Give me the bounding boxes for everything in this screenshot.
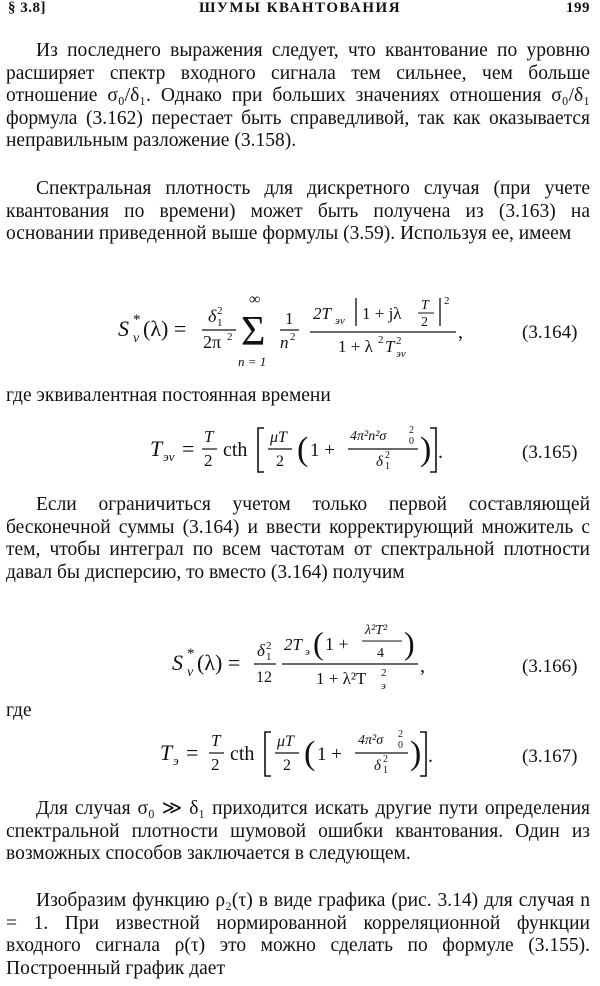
eq164-sum-bottom: n = 1 — [238, 354, 267, 369]
formula-3-166 — [0, 612, 600, 698]
paragraph-6: Для случая σ₀ ≫ δ₁ приходится искать другие пути определения спектральной плотности шумовой ошибки квантования. Один из возможных способов заключается в следующем. — [6, 798, 590, 865]
paragraph-3: где эквивалентная постоянная времени — [6, 385, 331, 406]
eq167-inner-num-sub: 0 — [398, 740, 403, 751]
eq165-lhs: T — [150, 436, 163, 461]
eq164-frac-den: n — [280, 333, 289, 352]
eq164-main-num-sup: 2 — [444, 295, 450, 307]
eq164-lhs-arg: (λ) = — [143, 316, 187, 341]
eq164-main-num-abs: 1 + jλ — [362, 304, 402, 323]
eq165-inner-den-sub: 1 — [385, 461, 390, 472]
eq164-lhs-sup: * — [133, 312, 141, 328]
eq166-inner-den: 4 — [377, 646, 384, 661]
eq167-mu-den: 2 — [283, 757, 291, 774]
eq164-frac-den-sup: 2 — [290, 331, 296, 343]
eq165-one: 1 + — [310, 440, 335, 461]
eq166-lhs: S — [172, 650, 183, 675]
eq165-mu-den: 2 — [276, 453, 284, 470]
eq166-inner-num: λ²T² — [365, 623, 388, 638]
eq167-eq: = — [186, 740, 199, 765]
eq164-main-num-T: T — [421, 298, 429, 313]
eq164-lhs-sub: v — [133, 331, 140, 346]
eq164-coef-num-sub: 1 — [217, 317, 223, 329]
eq165-mu: μT — [270, 429, 287, 446]
eq165-inner-den-sup: 2 — [385, 450, 390, 461]
page-number: 199 — [566, 0, 590, 16]
eq167-lhs: T — [160, 740, 173, 765]
eq167-inner-den-sup: 2 — [383, 754, 388, 765]
eq167-cth: cth — [230, 743, 255, 765]
eq167-inner-den: δ — [374, 758, 381, 774]
equation-3-165 — [0, 418, 600, 482]
paragraph-7: Изобразим функцию ρ₂(τ) в виде графика (рис. 3.14) для случая n = 1. При известной нормированной корреляционной функции входного сигнала ρ(τ) это можно сделать по формуле (3.155). Построенный график дает — [6, 890, 590, 979]
eq166-lhs-sup: * — [187, 646, 195, 662]
equation-3-167 — [0, 722, 600, 786]
eq166-rparen: ) — [404, 625, 415, 661]
section-marker: § 3.8] — [8, 0, 46, 16]
equation-3-166 — [0, 612, 600, 698]
eq165-inner-num-sup: 2 — [409, 425, 414, 436]
eq167-two: 2 — [211, 755, 220, 774]
eq164-main-den-sub: эv — [396, 348, 406, 360]
eq164-lhs: S — [118, 316, 129, 341]
eq166-number: (3.166) — [522, 656, 578, 677]
eq166-den: 1 + λ²T — [316, 669, 367, 688]
eq167-rparen: ) — [410, 735, 422, 772]
eq165-inner-num: 4π²n²σ — [350, 429, 387, 444]
eq167-inner-den-sub: 1 — [383, 765, 388, 776]
eq164-main-num-two: 2 — [421, 315, 428, 330]
eq166-lhs-arg: (λ) = — [197, 650, 241, 675]
formula-3-164 — [0, 282, 600, 382]
eq165-number: (3.165) — [522, 442, 578, 463]
eq165-tail: . — [438, 441, 443, 463]
eq164-main-den-sup2: 2 — [396, 335, 402, 347]
eq164-coef-den-sup: 2 — [227, 331, 233, 343]
eq165-lparen: ( — [297, 431, 309, 468]
eq166-coef-den: 12 — [256, 669, 272, 686]
eq167-inner-num-sup: 2 — [398, 729, 403, 740]
eq164-main-den-pre: 1 + λ — [338, 337, 373, 356]
eq166-inner-one: 1 + — [325, 634, 349, 654]
eq164-frac-num: 1 — [285, 309, 294, 328]
eq164-main-num-sub: эv — [335, 315, 345, 327]
eq166-coef-num-sub: 1 — [266, 651, 272, 663]
paragraph-1: Из последнего выражения следует, что квантование по уровню расширяет спектр входного сигнала тем сильнее, чем больше отношение σ₀/δ₁. Однако при больших значениях отношения σ₀/δ₁ формула (3.162) перестает быть справедливой, так как оказывается неправильным разложение (3.158). — [6, 40, 590, 152]
eq164-number: (3.164) — [522, 322, 578, 343]
eq164-sum-sign: Σ — [241, 309, 266, 355]
paragraph-4: Если ограничиться учетом только первой составляющей бесконечной суммы (3.164) и ввести корректирующий множитель с тем, чтобы интеграл по всем частотам от спектральной плотности давал бы дисперсию, то вместо (3.164) получим — [6, 494, 590, 583]
eq167-tail: . — [428, 745, 433, 767]
formula-3-165 — [0, 418, 600, 482]
eq166-coef-num-sup: 2 — [266, 640, 272, 652]
eq166-den-sub: э — [381, 680, 386, 692]
running-title: ШУМЫ КВАНТОВАНИЯ — [198, 0, 402, 16]
eq166-den-sup: 2 — [381, 667, 387, 679]
eq165-eq: = — [182, 436, 195, 461]
formula-3-167 — [0, 722, 600, 786]
eq166-lparen: ( — [313, 625, 324, 661]
eq165-two: 2 — [204, 451, 213, 470]
eq164-coef-num: δ — [208, 306, 217, 326]
eq167-lhs-sub: э — [173, 753, 179, 768]
eq167-inner-num: 4π²σ — [358, 733, 384, 748]
eq164-sum-top: ∞ — [249, 291, 261, 308]
eq167-mu: μT — [277, 733, 294, 750]
eq167-T: T — [211, 731, 221, 750]
running-header — [0, 0, 600, 18]
eq164-coef-den: 2π — [203, 332, 222, 352]
eq165-T: T — [204, 427, 214, 446]
eq167-number: (3.167) — [522, 746, 578, 767]
eq165-inner-den: δ — [376, 454, 383, 470]
eq165-lhs-sub: эv — [163, 449, 175, 464]
eq166-num-sub: э — [305, 646, 310, 658]
eq164-tail: , — [458, 321, 463, 343]
eq165-cth: cth — [223, 439, 248, 461]
eq166-tail: , — [420, 655, 425, 677]
eq167-lparen: ( — [304, 735, 316, 772]
eq165-rparen: ) — [420, 431, 432, 468]
eq167-one: 1 + — [317, 744, 342, 765]
eq166-lhs-sub: v — [187, 665, 194, 680]
eq164-main-den-sup: 2 — [378, 334, 384, 346]
eq166-num-pre: 2T — [284, 635, 302, 654]
eq164-coef-num-sup: 2 — [217, 305, 223, 317]
eq164-main-num-pre: 2T — [313, 304, 331, 323]
eq164-main-den-T: T — [385, 337, 395, 356]
paragraph-5: где — [6, 700, 32, 721]
equation-3-164 — [0, 282, 600, 382]
eq165-inner-num-sub: 0 — [409, 436, 414, 447]
paragraph-2: Спектральная плотность для дискретного случая (при учете квантования по времени) может быть получена из (3.163) на основании приведенной выше формулы (3.59). Используя ее, имеем — [6, 178, 590, 245]
eq166-coef-num: δ — [257, 641, 265, 660]
